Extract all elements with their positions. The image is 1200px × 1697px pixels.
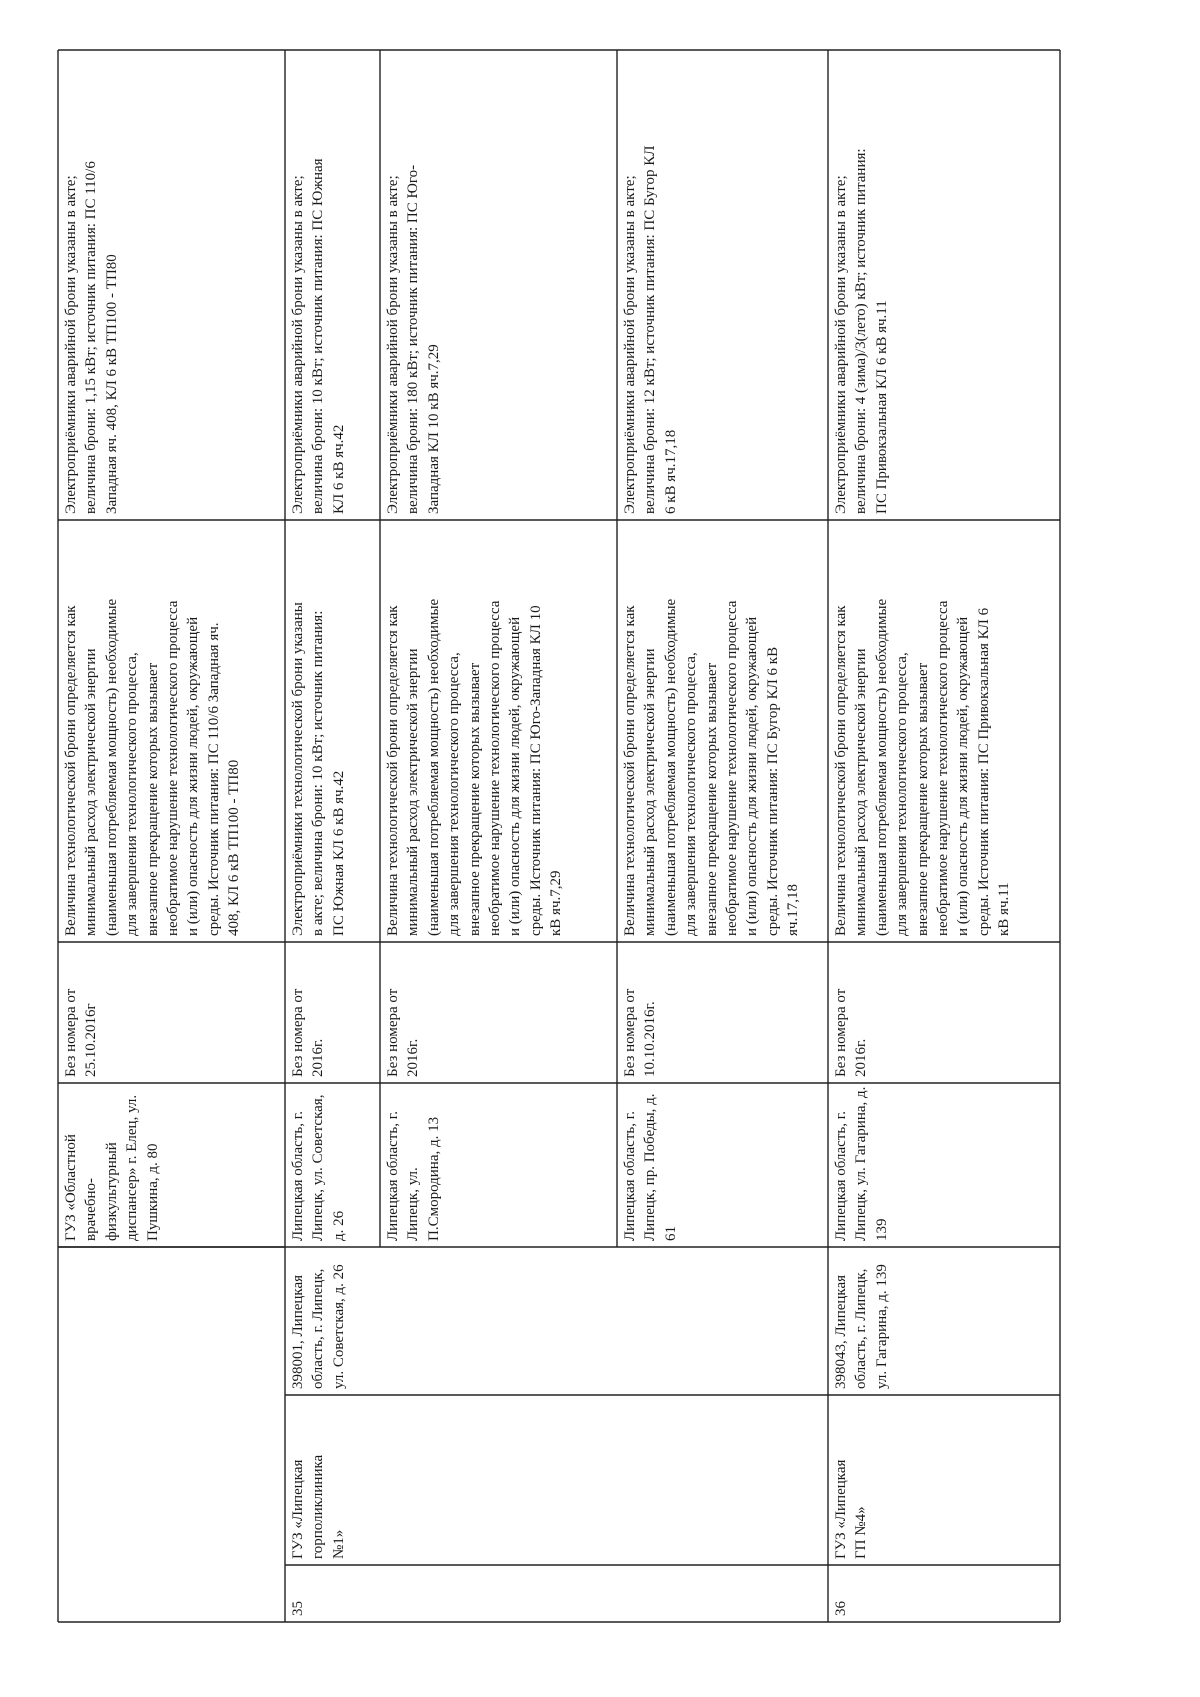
emerg-text-line: величина брони: 12 кВт; источник питания: ПС Бугор КЛ — [642, 145, 659, 514]
tech-text-line: и (или) опасность для жизни людей, окружающей — [744, 616, 761, 936]
name-text-line: горполиклиника — [310, 1454, 327, 1559]
cell-tech — [617, 520, 828, 942]
tech-text-line: и (или) опасность для жизни людей, окружающей — [185, 616, 202, 936]
object-text-line: д. 26 — [330, 1210, 347, 1241]
tech-text-line: Величина технологической брони определяется как — [833, 605, 849, 936]
act-text-line: Без номера от — [63, 988, 79, 1077]
cell-emerg — [828, 50, 1060, 520]
object-text-line: диспансер» г. Елец, ул. — [124, 1094, 141, 1241]
emerg-text-line: Западная КЛ 10 кВ яч.7,29 — [425, 344, 442, 514]
cell-object — [285, 1083, 380, 1247]
object-text-line: Липецк, пр. Победы, д. — [642, 1093, 659, 1241]
emerg-text-line: ПС Привокзальная КЛ 6 кВ яч.11 — [873, 300, 890, 514]
tech-text-line: (наименьшая потребляемая мощность) необходимые — [662, 598, 679, 936]
tech-text-line: для завершения технологического процесса, — [446, 652, 463, 936]
cell-address — [828, 1247, 1060, 1395]
act-text-line: 2016г. — [310, 1038, 327, 1077]
address-text-line: 398001, Липецкая — [290, 1274, 306, 1389]
cell-tech — [285, 520, 380, 942]
emerg-text-line: величина брони: 4 (зима)/3(лето) кВт; источник питания: — [853, 148, 870, 514]
object-text-line: физкультурный — [103, 1142, 120, 1241]
row-number: 36 — [833, 1601, 849, 1616]
emerg-text-line: Западная яч. 408, КЛ 6 кВ ТП100 - ТП80 — [103, 254, 120, 514]
tech-text-line: в акте; величина брони: 10 кВт; источник питания: — [310, 610, 327, 936]
address-text-line: область, г. Липецк, — [310, 1268, 327, 1389]
address-text-line: область, г. Липецк, — [853, 1268, 870, 1389]
object-text-line: Липецкая область, г. — [833, 1111, 849, 1241]
cell-act — [380, 942, 617, 1083]
cell-tech — [380, 520, 617, 942]
tech-text-line: внезапное прекращение которых вызывает — [703, 662, 720, 936]
tech-text-line: 408, КЛ 6 кВ ТП100 - ТП80 — [226, 759, 243, 936]
tech-text-line: Величина технологической брони определяется как — [385, 605, 401, 936]
tech-text-line: яч.17,18 — [785, 884, 802, 936]
cell-object — [380, 1083, 617, 1247]
cell-act — [58, 942, 285, 1083]
name-text-line: ГУЗ «Липецкая — [290, 1459, 306, 1559]
object-text-line: П.Смородина, д. 13 — [425, 1116, 442, 1241]
emerg-text-line: величина брони: 10 кВт; источник питания: ПС Южная — [310, 158, 327, 514]
cell-emerg — [285, 50, 380, 520]
tech-text-line: Величина технологической брони определяется как — [622, 605, 638, 936]
tech-text-line: для завершения технологического процесса, — [683, 652, 700, 936]
emerg-text-line: Электроприёмники аварийной брони указаны в акте; — [385, 175, 401, 514]
tech-text-line: среды. Источник питания: ПС 110/6 Западная яч. — [205, 622, 222, 936]
cell-name — [828, 1395, 1060, 1565]
object-text-line: ГУЗ «Областной — [63, 1134, 79, 1241]
emerg-text-line: Электроприёмники аварийной брони указаны в акте; — [833, 175, 849, 514]
cell-tech — [58, 520, 285, 942]
tech-text-line: минимальный расход электрической энергии — [83, 648, 100, 936]
object-text-line: Липецкая область, г. — [290, 1111, 306, 1241]
tech-text-line: и (или) опасность для жизни людей, окружающей — [955, 616, 972, 936]
object-text-line: Липецк, ул. Советская, — [310, 1094, 327, 1241]
object-text-line: Липецк, ул. — [405, 1167, 422, 1241]
cell-emerg — [380, 50, 617, 520]
tech-text-line: кВ яч.11 — [996, 882, 1013, 936]
object-text-line: Липецкая область, г. — [385, 1111, 401, 1241]
cell-tech — [828, 520, 1060, 942]
emerg-text-line: Электроприёмники аварийной брони указаны в акте; — [63, 175, 79, 514]
tech-text-line: необратимое нарушение технологического процесса — [487, 600, 504, 936]
tech-text-line: (наименьшая потребляемая мощность) необходимые — [425, 598, 442, 936]
address-text-line: ул. Гагарина, д. 139 — [873, 1264, 890, 1389]
tech-text-line: для завершения технологического процесса, — [124, 652, 141, 936]
tech-text-line: ПС Южная КЛ 6 кВ яч.42 — [330, 770, 347, 936]
emerg-text-line: величина брони: 180 кВт; источник питания: ПС Юго- — [405, 164, 422, 514]
cell-number — [285, 1565, 380, 1622]
tech-text-line: Величина технологической брони определяется как — [63, 605, 79, 936]
address-text-line: ул. Советская, д. 26 — [330, 1264, 347, 1389]
tech-text-line: минимальный расход электрической энергии — [853, 648, 870, 936]
tech-text-line: внезапное прекращение которых вызывает — [144, 662, 161, 936]
cell-act — [617, 942, 828, 1083]
tech-text-line: необратимое нарушение технологического процесса — [165, 600, 182, 936]
act-text-line: 2016г. — [405, 1038, 422, 1077]
tech-text-line: внезапное прекращение которых вызывает — [466, 662, 483, 936]
cell-name — [285, 1395, 380, 1565]
tech-text-line: минимальный расход электрической энергии — [642, 648, 659, 936]
name-text-line: ГП №4» — [853, 1506, 870, 1559]
tech-text-line: (наименьшая потребляемая мощность) необходимые — [103, 598, 120, 936]
cell-object — [58, 1083, 285, 1247]
object-text-line: 61 — [662, 1226, 679, 1241]
tech-text-line: и (или) опасность для жизни людей, окружающей — [507, 616, 524, 936]
tech-text-line: Электроприёмники технологической брони указаны — [290, 602, 306, 936]
name-text-line: №1» — [330, 1529, 347, 1559]
act-text-line: 25.10.2016г — [83, 1003, 100, 1077]
cell-emerg — [617, 50, 828, 520]
act-text-line: Без номера от — [833, 988, 849, 1077]
act-text-line: Без номера от — [290, 988, 306, 1077]
cell-number — [828, 1565, 1060, 1622]
act-text-line: Без номера от — [385, 988, 401, 1077]
tech-text-line: среды. Источник питания: ПС Привокзальная КЛ 6 — [975, 607, 992, 936]
emerg-text-line: величина брони: 1,15 кВт; источник питания: ПС 110/6 — [83, 161, 100, 514]
object-text-line: врачебно- — [83, 1178, 100, 1241]
cell-address — [285, 1247, 380, 1395]
object-text-line: Пушкина, д. 80 — [144, 1143, 161, 1241]
object-text-line: Липецкая область, г. — [622, 1111, 638, 1241]
cell-object — [828, 1083, 1060, 1247]
name-text-line: ГУЗ «Липецкая — [833, 1459, 849, 1559]
tech-text-line: кВ яч.7,29 — [548, 870, 565, 936]
tech-text-line: минимальный расход электрической энергии — [405, 648, 422, 936]
object-text-line: 139 — [873, 1218, 890, 1241]
tech-text-line: для завершения технологического процесса, — [894, 652, 911, 936]
tech-text-line: среды. Источник питания: ПС Юго-Западная КЛ 10 — [527, 605, 544, 936]
address-text-line: 398043, Липецкая — [833, 1274, 849, 1389]
tech-text-line: среды. Источник питания: ПС Бугор КЛ 6 кВ — [764, 646, 781, 936]
tech-text-line: необратимое нарушение технологического процесса — [935, 600, 952, 936]
act-text-line: 10.10.2016г. — [642, 1001, 659, 1077]
tech-text-line: (наименьшая потребляемая мощность) необходимые — [873, 598, 890, 936]
row-number: 35 — [290, 1601, 306, 1616]
act-text-line: Без номера от — [622, 988, 638, 1077]
tech-text-line: необратимое нарушение технологического процесса — [724, 600, 741, 936]
emerg-text-line: Электроприёмники аварийной брони указаны в акте; — [622, 175, 638, 514]
cell-emerg — [58, 50, 285, 520]
object-text-line: Липецк, ул. Гагарина, д. — [853, 1086, 870, 1241]
emerg-text-line: 6 кВ яч.17,18 — [662, 429, 679, 514]
cell-object — [617, 1083, 828, 1247]
tech-text-line: внезапное прекращение которых вызывает — [914, 662, 931, 936]
cell-act — [285, 942, 380, 1083]
cell-act — [828, 942, 1060, 1083]
emerg-text-line: КЛ 6 кВ яч.42 — [330, 424, 347, 514]
emerg-text-line: Электроприёмники аварийной брони указаны в акте; — [290, 175, 306, 514]
act-text-line: 2016г. — [853, 1038, 870, 1077]
